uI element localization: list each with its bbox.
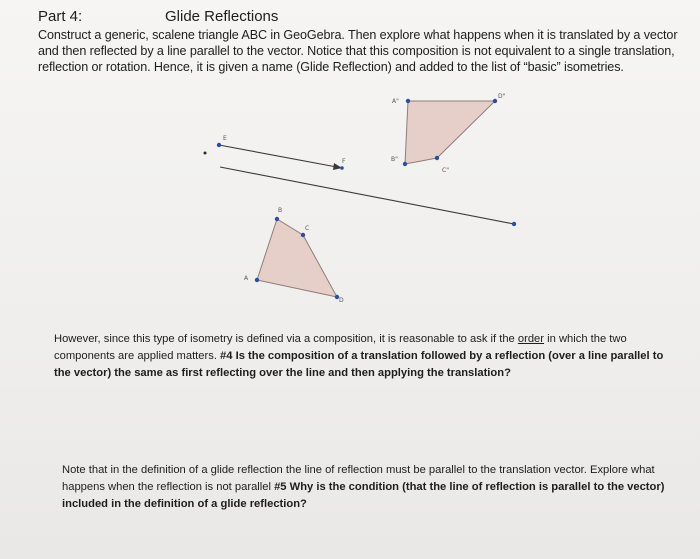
point-a: [255, 278, 259, 282]
line-point: [512, 222, 516, 226]
label-c: C: [305, 225, 310, 232]
point-c2: [435, 156, 439, 160]
q5-question: #5 Why is the condition (that the line of reflection is parallel to the vector) included in the definition of a glide reflection?: [62, 481, 665, 510]
q5-text-1: Note that in the definition of a glide reflection the line of reflection must be parallel to the translation vector. Explore what happens when the reflection is not parallel: [62, 464, 655, 493]
label-f: F: [342, 158, 346, 165]
vector-ef: [219, 145, 342, 168]
label-a2: A": [392, 98, 399, 105]
point-d2: [493, 99, 497, 103]
question-5-paragraph: [62, 462, 682, 513]
question-4-paragraph: [54, 331, 679, 382]
q4-question: #4 Is the composition of a translation followed by a reflection (over a line parallel to the vector) the same as first reflecting over the line and then applying the translation?: [54, 350, 664, 379]
label-e: E: [223, 135, 227, 142]
intro-paragraph: Construct a generic, scalene triangle ABC in GeoGebra. Then explore what happens when it is translated by a vector and then reflected by a line parallel to the vector. Notice that this composition is not equivalent to a single translation, reflection or rotation. Hence, it is given a name (Glide Reflection) and added to the list of “basic” isometries.: [38, 28, 678, 74]
point-f: [340, 166, 344, 170]
stray-point: [204, 152, 207, 155]
q4-text-2: in which the two components are applied matters.: [54, 333, 627, 362]
point-b2: [403, 162, 407, 166]
original-polygon: [257, 219, 337, 297]
image-polygon: [405, 101, 495, 164]
label-b: B: [278, 207, 283, 214]
part-number: Part 4:: [38, 8, 83, 25]
point-b: [275, 217, 279, 221]
point-a2: [406, 99, 410, 103]
label-d2: D": [498, 93, 506, 100]
label-d: D: [339, 297, 344, 304]
point-c: [301, 233, 305, 237]
label-b2: B": [391, 156, 398, 163]
q4-order-word: order: [517, 333, 545, 345]
q4-text-1: However, since this type of isometry is defined via a composition, it is reasonable to ask if the: [54, 333, 518, 345]
label-c2: C": [442, 167, 449, 174]
reflection-line: [220, 167, 514, 224]
point-e: [217, 143, 221, 147]
part-title: Glide Reflections: [165, 8, 279, 25]
label-a: A: [244, 275, 249, 282]
